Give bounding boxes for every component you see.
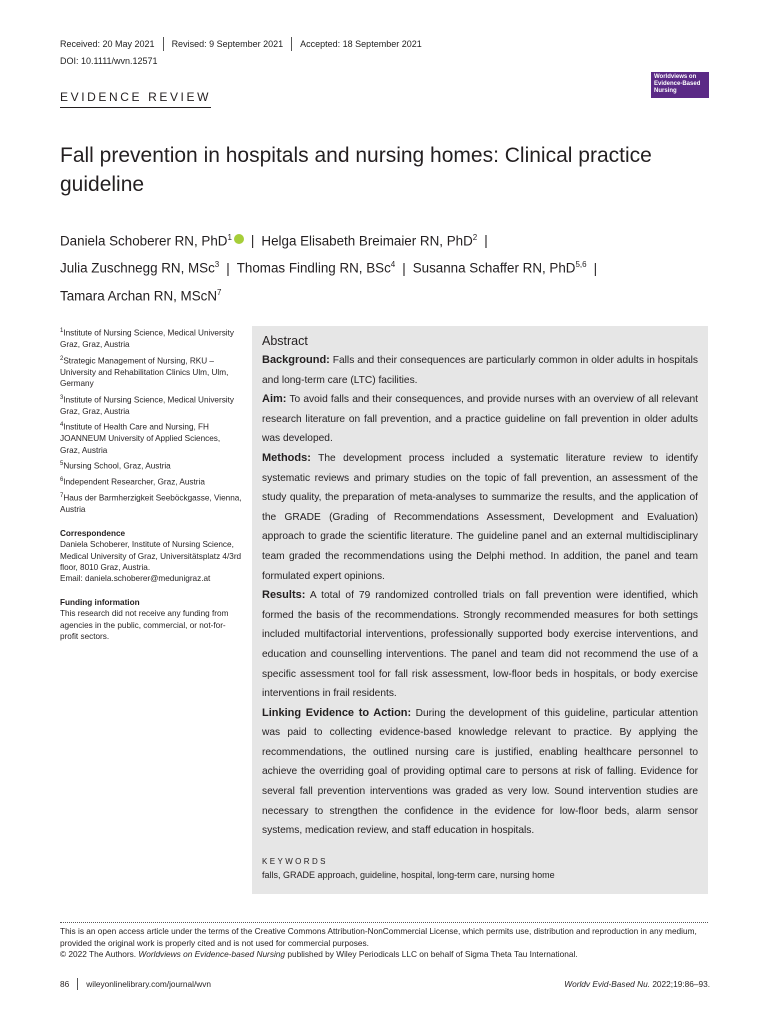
page-footer bbox=[60, 978, 710, 990]
funding-heading: Funding information bbox=[60, 597, 140, 607]
author-name[interactable]: Julia Zuschnegg RN, MSc bbox=[60, 260, 215, 276]
author-name[interactable]: Thomas Findling RN, BSc bbox=[236, 260, 391, 276]
divider bbox=[291, 37, 292, 51]
affiliation-number: 5 bbox=[60, 461, 64, 467]
divider bbox=[77, 978, 78, 990]
affiliation-number: 2 bbox=[60, 355, 64, 362]
orcid-icon[interactable] bbox=[234, 234, 244, 244]
correspondence-heading: Correspondence bbox=[60, 528, 126, 538]
affiliation-text: Institute of Nursing Science, Medical University Graz, Graz, Austria bbox=[60, 328, 234, 350]
revised-date: Revised: 9 September 2021 bbox=[171, 39, 284, 49]
section-text: A total of 79 randomized controlled trials on fall prevention were identified, which formed the basis of the recommendations. Strongly recommended measures for both settings included multifactorial interventions, professionally supported body exercise interventions, and education and counselling interventions. The panel and team did not recommend the use of a specific assessment tool for fall risk assessment, low-floor beds in hospitals, or body exercise interventions in frail residents. bbox=[262, 590, 698, 700]
section-label: Results: bbox=[262, 589, 306, 602]
affiliation-text: Strategic Management of Nursing, RKU – University and Rehabilitation Clinics Ulm, Ulm, Germany bbox=[60, 356, 229, 389]
copyright-suffix: published by Wiley Periodicals LLC on behalf of Sigma Theta Tau International. bbox=[285, 949, 578, 960]
citation-details: 2022;19:86–93. bbox=[650, 979, 710, 989]
author-line bbox=[60, 226, 725, 253]
page-number: 86 bbox=[60, 979, 70, 989]
abstract-methods bbox=[262, 449, 698, 586]
author-affiliation-ref: 1 bbox=[227, 233, 232, 242]
section-label: Background: bbox=[262, 354, 330, 366]
author-separator: | bbox=[402, 260, 406, 276]
affiliation bbox=[60, 475, 242, 488]
article-dates bbox=[60, 37, 422, 51]
citation-journal: Worldv Evid-Based Nu. bbox=[564, 979, 651, 989]
journal-url[interactable]: wileyonlinelibrary.com/journal/wvn bbox=[86, 979, 212, 989]
journal-name: Worldviews on Evidence-based Nursing bbox=[138, 949, 286, 960]
keywords-heading: KEYWORDS bbox=[262, 856, 328, 866]
author-affiliation-ref: 2 bbox=[472, 233, 478, 242]
affiliation-number: 6 bbox=[60, 477, 64, 484]
affiliation bbox=[60, 393, 242, 418]
received-date: Received: 20 May 2021 bbox=[60, 39, 155, 49]
affiliation bbox=[60, 491, 242, 516]
author-separator: | bbox=[250, 233, 255, 249]
section-text: The development process included a systematic literature review to identify systematic reviews and primary studies on the topic of fall prevention, an assessment of the study quality, the preparation of meta-analyses to summarize the results, and the application of the GRADE (Grading of Recommendations Assessment, Development and Evaluation) approach to grade the scientific literature. The guideline panel and an external multidisciplinary team graded the recommendations using the Delphi method. In addition, the panel and team formulated expert opinions. bbox=[262, 452, 698, 582]
author-separator: | bbox=[226, 260, 230, 276]
author-line bbox=[60, 281, 725, 308]
author-affiliation-ref: 7 bbox=[217, 287, 222, 297]
license-text: This is an open access article under the terms of the Creative Commons Attribution-NonCommercial License, which permits use, distribution and reproduction in any medium, provided the original work is properly cited and is not used for commercial purposes. bbox=[60, 926, 697, 948]
section-text: During the development of this guideline, particular attention was paid to collecting evidence-based knowledge relevant to practice. By applying the recommendations, the outlined nursing care is justified, enabling healthcare personnel to achieve the overriding goal of providing optimal care to persons at risk of falling. Evidence for several fall prevention interventions was graded as very low. Sound intervention studies are necessary to strengthen the confidence in the evidence for low-floor beds, alarm sensor systems, medication review, and staff education in hospitals. bbox=[262, 707, 698, 837]
author-affiliation-ref: 3 bbox=[214, 260, 220, 270]
author-name[interactable]: Daniela Schoberer RN, PhD bbox=[60, 233, 228, 249]
author-name[interactable]: Susanna Schaffer RN, PhD bbox=[412, 260, 576, 276]
correspondence-email[interactable]: Email: daniela.schoberer@medunigraz.at bbox=[60, 574, 211, 584]
abstract-box bbox=[252, 326, 708, 894]
section-text: Falls and their consequences are particularly common in older adults in hospitals and long-term care (LTC) facilities. bbox=[262, 355, 698, 386]
author-name[interactable]: Helga Elisabeth Breimaier RN, PhD bbox=[261, 233, 473, 249]
author-list bbox=[60, 226, 725, 308]
author-line bbox=[60, 253, 725, 280]
section-label: Methods: bbox=[262, 451, 311, 464]
abstract-aim bbox=[262, 390, 698, 449]
affiliation bbox=[60, 420, 242, 456]
copyright-prefix: © 2022 The Authors. bbox=[60, 949, 139, 960]
section-text: To avoid falls and their consequences, and provide nurses with an overview of all relevant research literature on fall prevention, and a practice guideline on fall prevention in older adults was developed. bbox=[262, 394, 698, 445]
keywords-text: falls, GRADE approach, guideline, hospital, long-term care, nursing home bbox=[262, 869, 555, 880]
citation bbox=[564, 979, 710, 989]
affiliation-number: 4 bbox=[60, 422, 64, 429]
section-label: Linking Evidence to Action: bbox=[262, 706, 412, 719]
author-separator: | bbox=[484, 233, 488, 249]
author-separator: | bbox=[593, 260, 598, 276]
journal-logo: Worldviews on Evidence-Based Nursing bbox=[651, 72, 709, 98]
affiliation-number: 3 bbox=[60, 394, 64, 401]
affiliation-number: 7 bbox=[60, 493, 64, 500]
author-name[interactable]: Tamara Archan RN, MScN bbox=[60, 288, 218, 304]
affiliation-text: Institute of Health Care and Nursing, FH JOANNEUM University of Applied Sciences, Graz, Austria bbox=[60, 422, 221, 455]
funding-text: This research did not receive any funding from agencies in the public, commercial, or not-for-profit sectors. bbox=[60, 609, 229, 642]
accepted-date: Accepted: 18 September 2021 bbox=[300, 39, 422, 49]
affiliation-text: Haus der Barmherzigkeit Seeböckgasse, Vienna, Austria bbox=[60, 494, 242, 515]
author-affiliation-ref: 5,6 bbox=[575, 260, 587, 270]
sidebar-notes bbox=[60, 326, 242, 642]
affiliation bbox=[60, 459, 242, 472]
affiliation-number: 1 bbox=[60, 328, 64, 334]
affiliation bbox=[60, 354, 242, 390]
license-notice bbox=[60, 926, 710, 961]
abstract-results bbox=[262, 586, 698, 704]
abstract-linking-evidence bbox=[262, 704, 698, 841]
affiliation-text: Institute of Nursing Science, Medical University Graz, Graz, Austria bbox=[60, 395, 234, 416]
article-title: Fall prevention in hospitals and nursing homes: Clinical practice guideline bbox=[60, 144, 652, 196]
abstract-background bbox=[262, 351, 698, 390]
section-label: Aim: bbox=[262, 393, 287, 406]
affiliation-text: Nursing School, Graz, Austria bbox=[63, 461, 171, 471]
doi[interactable]: DOI: 10.1111/wvn.12571 bbox=[60, 56, 158, 66]
affiliation bbox=[60, 326, 242, 351]
divider bbox=[163, 37, 164, 51]
author-affiliation-ref: 4 bbox=[390, 260, 396, 270]
copyright-line bbox=[60, 949, 710, 961]
abstract-heading: Abstract bbox=[262, 334, 308, 348]
section-label: EVIDENCE REVIEW bbox=[60, 90, 211, 108]
correspondence-text: Daniela Schoberer, Institute of Nursing Science, Medical University of Graz, Universitätsplatz 4/3rd floor, 8010 Graz, Austria. bbox=[60, 540, 242, 573]
footer-divider bbox=[60, 922, 708, 923]
affiliation-text: Independent Researcher, Graz, Austria bbox=[63, 477, 205, 487]
